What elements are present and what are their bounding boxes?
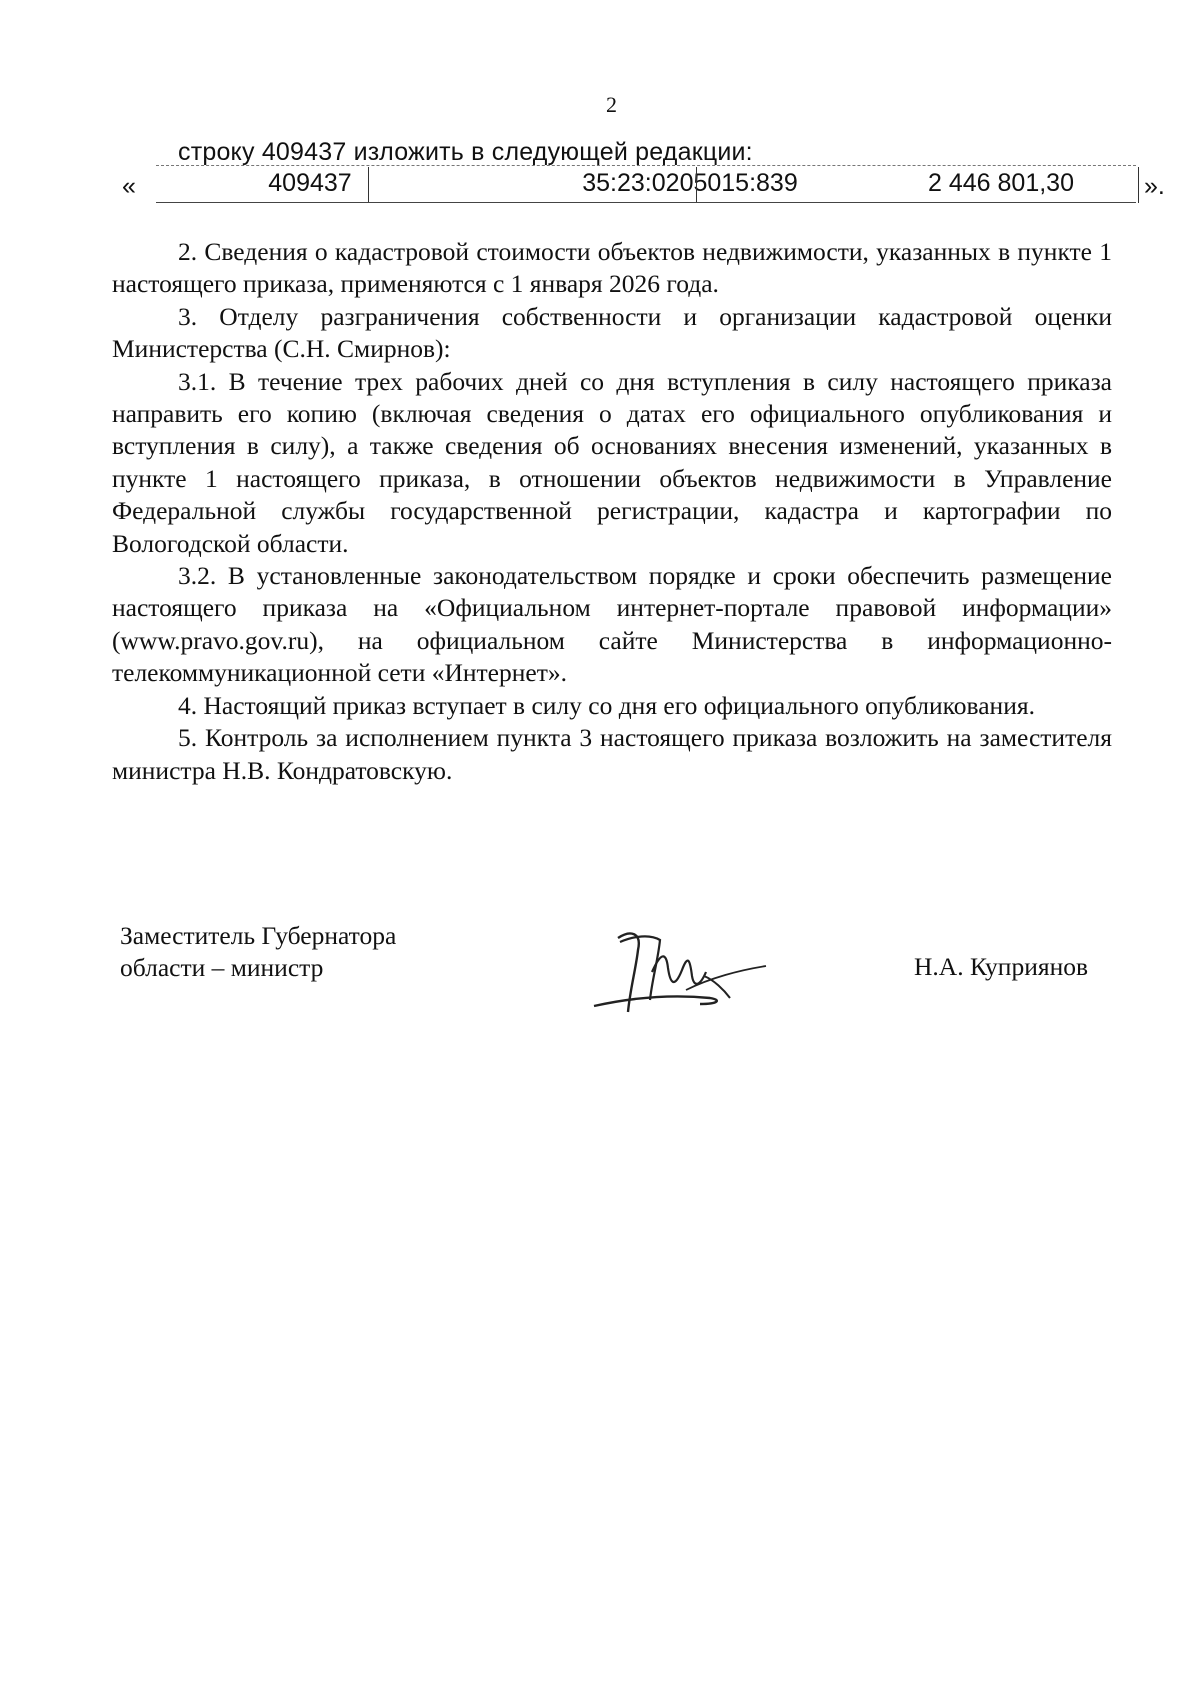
cadastral-number-cell: 35:23:0205015:839 xyxy=(582,169,798,197)
quote-open: « xyxy=(122,172,136,200)
intro-line: строку 409437 изложить в следующей редакции: xyxy=(178,138,753,166)
page-number: 2 xyxy=(606,92,617,117)
cadastral-value-cell: 2 446 801,30 xyxy=(928,169,1074,197)
replacement-row xyxy=(120,165,1165,205)
quote-close: ». xyxy=(1144,172,1165,200)
position-line-2: области – министр xyxy=(120,953,324,982)
body-text xyxy=(112,236,1112,787)
paragraph-5: 5. Контроль за исполнением пункта 3 настоящего приказа возложить на заместителя министра Н.В. Кондратовскую. xyxy=(112,723,1112,785)
paragraph-2: 2. Сведения о кадастровой стоимости объектов недвижимости, указанных в пункте 1 настоящего приказа, применяются с 1 января 2026 года. xyxy=(112,237,1112,299)
row-number-cell: 409437 xyxy=(268,169,352,197)
row-divider-3 xyxy=(1138,167,1139,203)
paragraph-3-2: 3.2. В установленные законодательством порядке и сроки обеспечить размещение настоящего приказа на «Официальном интернет-портале правовой информации» (www.pravo.gov.ru), на официальном сайте Министерства в информационно-телекоммуникационной сети «Интернет». xyxy=(112,561,1112,688)
row-divider-1 xyxy=(368,167,369,203)
row-bottom-border xyxy=(156,202,1136,203)
signer-name: Н.А. Куприянов xyxy=(914,952,1089,981)
paragraph-3: 3. Отделу разграничения собственности и организации кадастровой оценки Министерства (С.Н. Смирнов): xyxy=(112,301,1112,364)
position-line-1: Заместитель Губернатора xyxy=(120,921,397,950)
row-top-border xyxy=(156,165,1136,166)
handwritten-signature xyxy=(590,920,770,1020)
signatory-position xyxy=(120,920,396,984)
paragraph-4: 4. Настоящий приказ вступает в силу со дня его официального опубликования. xyxy=(178,690,1035,720)
row-divider-2 xyxy=(696,167,697,203)
paragraph-3-1: 3.1. В течение трех рабочих дней со дня вступления в силу настоящего приказа направить его копию (включая сведения о датах его официального опубликования и вступления в силу), а также сведения об основаниях внесения изменений, указанных в пункте 1 настоящего приказа, в отношении объектов недвижимости в Управление Федеральной службы государственной регистрации, кадастра и картографии по Вологодской области. xyxy=(112,366,1112,558)
